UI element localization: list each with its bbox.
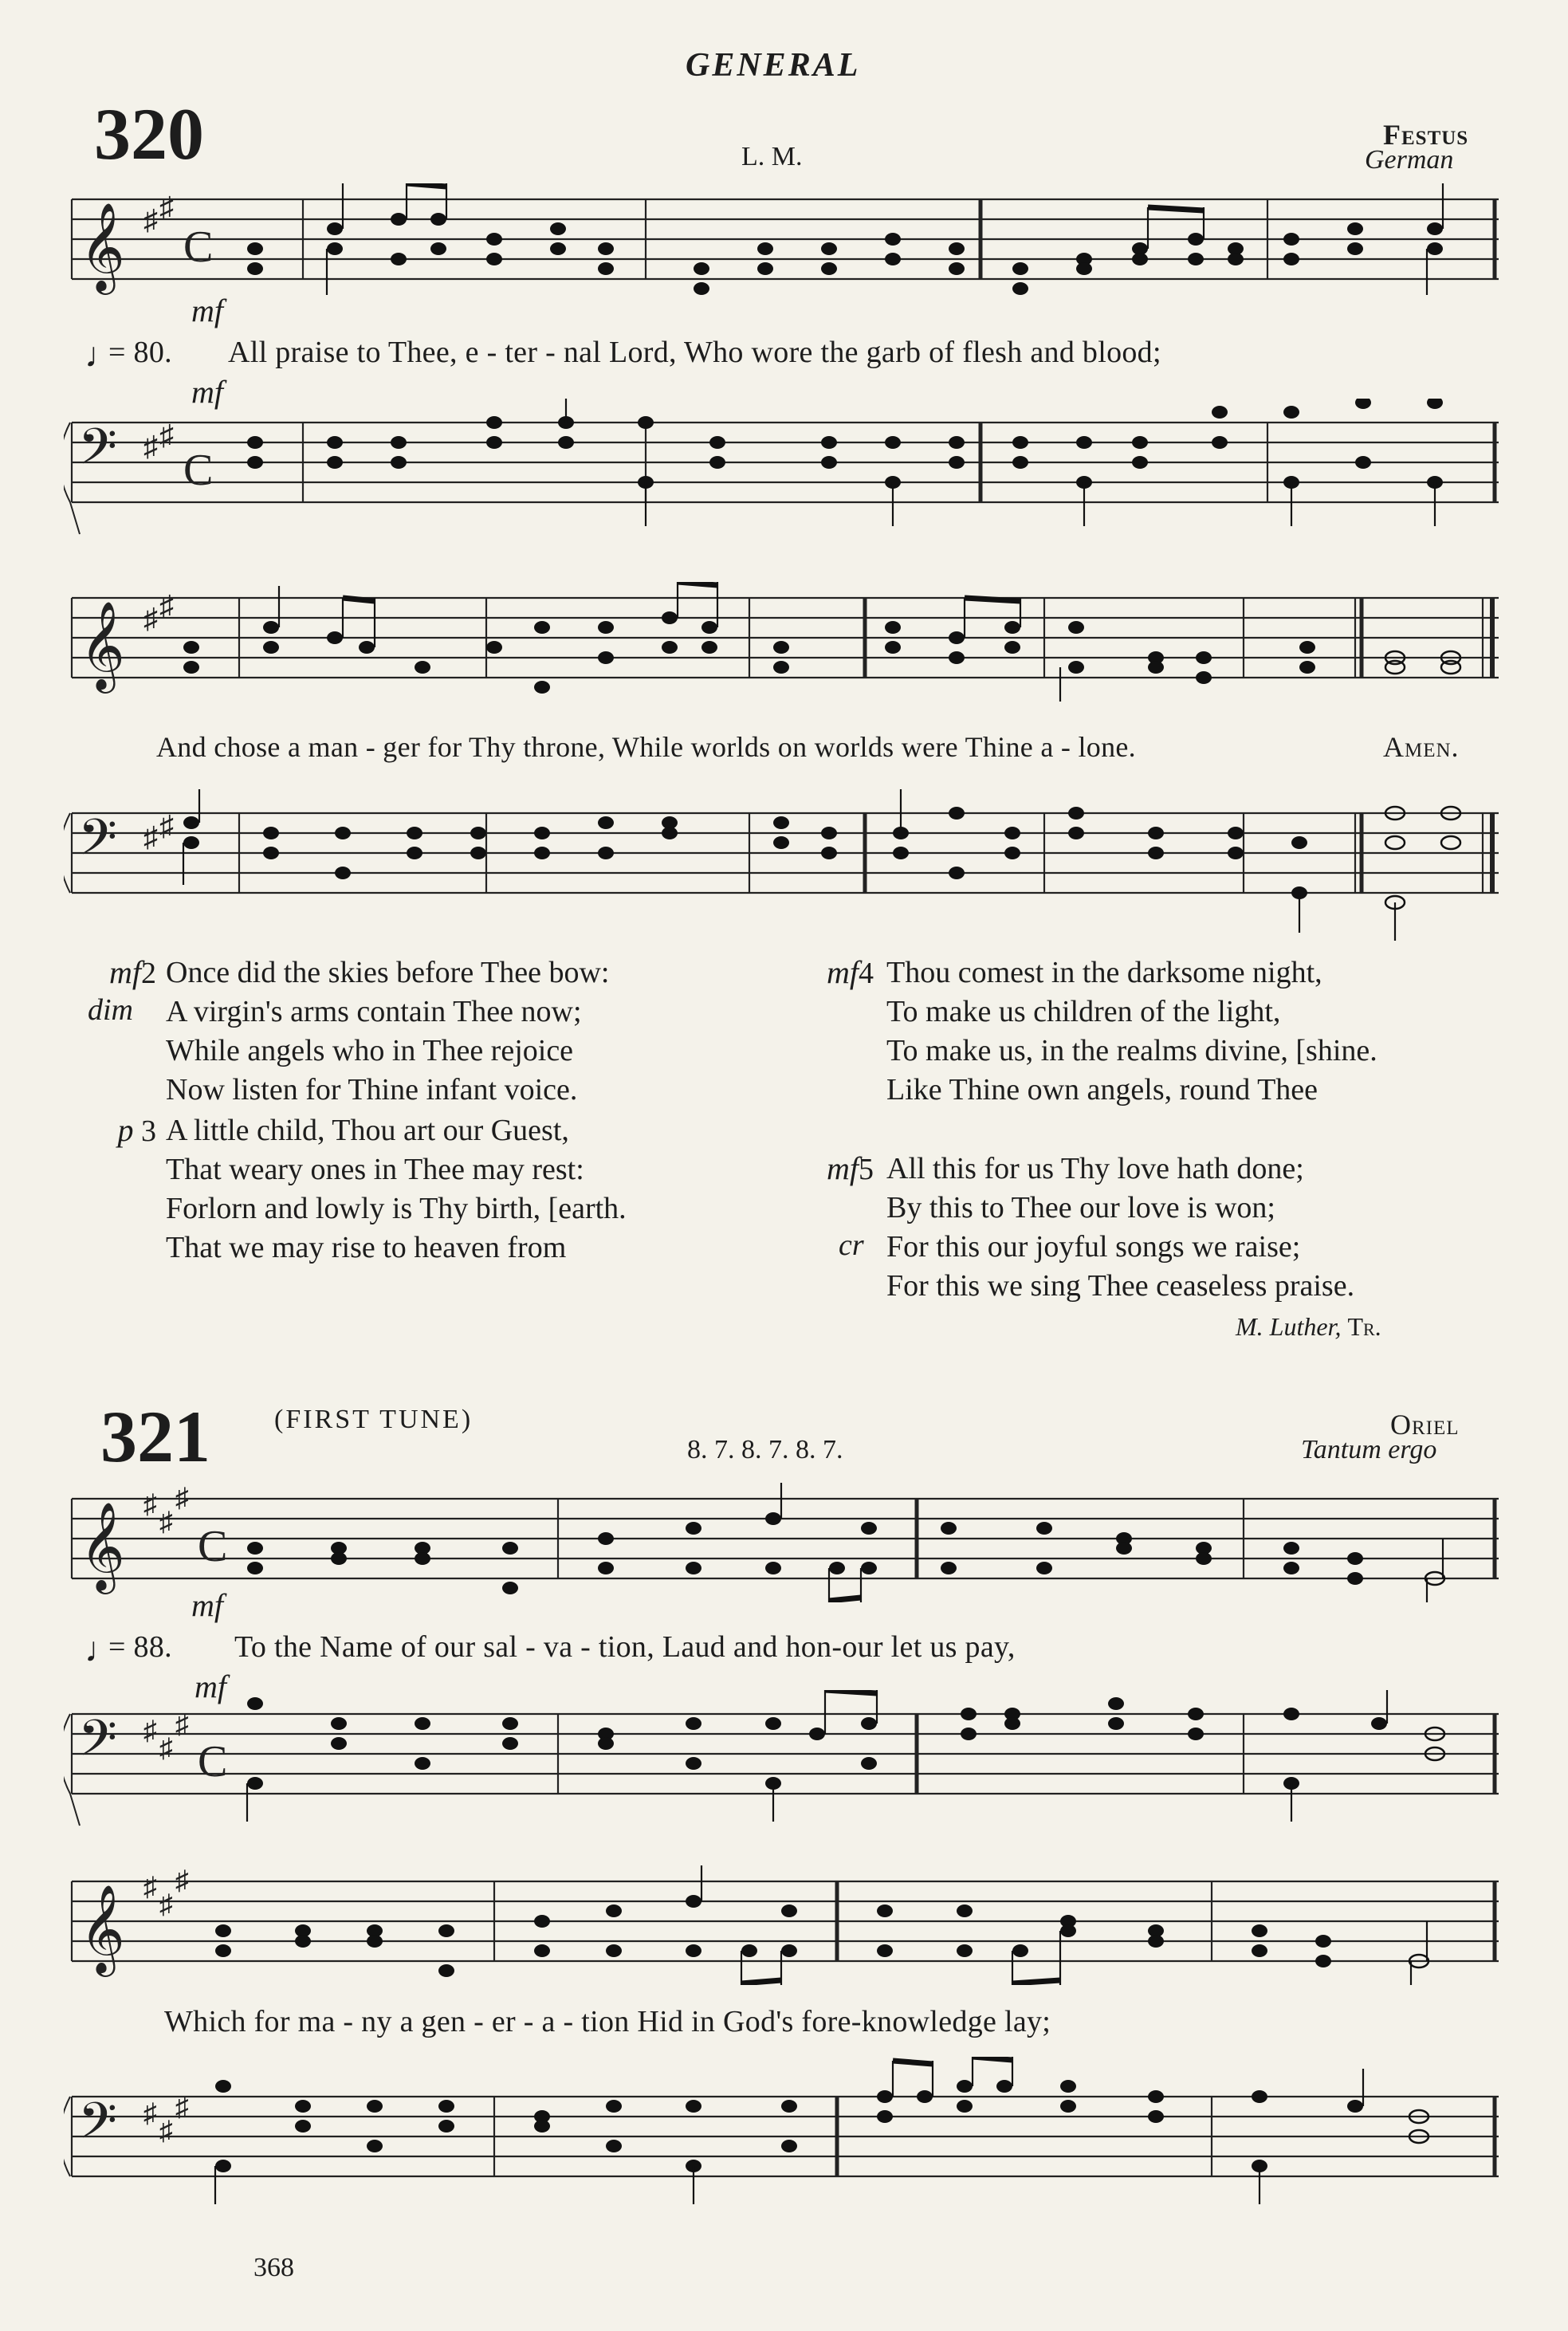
verse-3: A little child, Thou art our Guest, That weary ones in Thee may rest: Forlorn and lowly is Thy birth, [earth. That we may rise to heaven from <box>166 1114 627 1264</box>
tune-name-321: Oriel <box>1390 1409 1460 1441</box>
dynamic-mf-321-bass: mf <box>195 1669 226 1704</box>
svg-text:♯: ♯ <box>159 2117 173 2146</box>
verse-4: Thou comest in the darksome night, To make us children of the light, To make us, in the realms divine, [shine. Like Thine own angels, round Thee <box>886 956 1377 1107</box>
tune-source-321: Tantum ergo <box>1301 1435 1437 1464</box>
verse-2-mark: mf2 <box>109 954 156 990</box>
svg-text:𝄢: 𝄢 <box>78 808 117 879</box>
page-number: 368 <box>253 2253 294 2282</box>
hymn-number-320: 320 <box>94 93 204 175</box>
bass-staff-321-1 <box>64 1690 1499 1834</box>
lyrics-320-line1: All praise to Thee, e - ter - nal Lord, Who wore the garb of flesh and blood; <box>228 336 1161 369</box>
tempo-marking-321: = 88. <box>108 1630 172 1664</box>
svg-text:𝄞: 𝄞 <box>80 1501 125 1590</box>
verse-5-cr-mark: cr <box>839 1228 864 1262</box>
svg-text:𝄢: 𝄢 <box>78 1708 117 1779</box>
svg-text:𝄞: 𝄞 <box>80 202 125 291</box>
meter-320: L. M. <box>741 142 803 171</box>
treble-staff-321-1 <box>64 1475 1499 1602</box>
svg-text:♯: ♯ <box>143 1716 157 1746</box>
svg-text:♯: ♯ <box>159 1890 173 1920</box>
svg-text:♯: ♯ <box>175 1484 189 1513</box>
bass-staff-320-1 <box>64 399 1499 542</box>
bass-staff-320-2 <box>64 789 1499 949</box>
author-attribution: M. Luther, Tr. <box>1236 1312 1381 1341</box>
svg-text:♯: ♯ <box>175 1866 189 1896</box>
bass-staff-321-2 <box>64 2057 1499 2216</box>
tune-source-320: German <box>1365 145 1454 175</box>
svg-text:♯: ♯ <box>159 1507 173 1537</box>
svg-text:♯: ♯ <box>143 430 158 462</box>
treble-staff-321-2 <box>64 1857 1499 1985</box>
svg-text:C: C <box>183 222 214 272</box>
svg-text:𝄢: 𝄢 <box>78 417 117 488</box>
svg-text:C: C <box>183 446 214 495</box>
verse-2: Once did the skies before Thee bow: A virgin's arms contain Thee now; While angels who in Thee rejoice Now listen for Thine infant voice. <box>166 956 610 1107</box>
lyrics-321-line1: To the Name of our sal - va - tion, Laud and hon-our let us pay, <box>234 1630 1016 1664</box>
meter-321: 8. 7. 8. 7. 8. 7. <box>687 1435 843 1464</box>
svg-text:C: C <box>198 1522 228 1571</box>
svg-text:𝄞: 𝄞 <box>80 600 125 690</box>
verse-5: All this for us Thy love hath done; By this to Thee our love is won; For this our joyful songs we raise; For this we sing Thee ceaseless praise. <box>886 1152 1355 1303</box>
verse-3-mark: p 3 <box>117 1112 156 1148</box>
svg-text:♯: ♯ <box>159 1734 173 1763</box>
tune-name-320: Festus <box>1383 119 1469 151</box>
svg-text:♯: ♯ <box>159 419 174 451</box>
svg-text:♯: ♯ <box>143 1490 157 1519</box>
lyrics-320-line2: And chose a man - ger for Thy throne, While worlds on worlds were Thine a - lone. <box>156 731 1136 763</box>
svg-text:♯: ♯ <box>143 1873 157 1902</box>
treble-staff-320-1 <box>64 183 1499 295</box>
verse-2-dim-mark: dim <box>88 993 133 1027</box>
svg-text:♯: ♯ <box>159 191 174 223</box>
svg-text:♯: ♯ <box>143 821 158 853</box>
svg-text:♯: ♯ <box>143 204 158 236</box>
dynamic-mf-320-bass: mf <box>191 374 223 410</box>
hymn-number-321: 321 <box>100 1396 210 1477</box>
tempo-marking-320: = 80. <box>108 336 172 369</box>
tempo-note-icon-320: ♩ <box>84 336 120 375</box>
svg-text:♯: ♯ <box>159 590 174 622</box>
treble-staff-320-2 <box>64 582 1499 702</box>
amen-320: Amen. <box>1383 731 1460 763</box>
verse-5-mark: mf5 <box>827 1150 874 1186</box>
section-title: GENERAL <box>686 47 861 84</box>
svg-text:♯: ♯ <box>143 603 158 635</box>
lyrics-321-line2: Which for ma - ny a gen - er - a - tion Hid in God's fore-knowledge lay; <box>164 2005 1051 2038</box>
tune-label-321: (FIRST TUNE) <box>274 1405 474 1434</box>
svg-text:♯: ♯ <box>175 1710 189 1739</box>
svg-text:♯: ♯ <box>143 2099 157 2129</box>
svg-text:𝄢: 𝄢 <box>78 2091 117 2162</box>
svg-text:♯: ♯ <box>159 810 174 842</box>
svg-text:𝄞: 𝄞 <box>80 1884 125 1973</box>
tempo-note-icon-321: ♩ <box>84 1630 120 1669</box>
verse-4-mark: mf4 <box>827 954 874 990</box>
svg-text:C: C <box>198 1737 228 1787</box>
dynamic-mf-320-treble: mf <box>191 293 223 328</box>
svg-text:♯: ♯ <box>175 2093 189 2122</box>
dynamic-mf-321-treble: mf <box>191 1587 223 1623</box>
